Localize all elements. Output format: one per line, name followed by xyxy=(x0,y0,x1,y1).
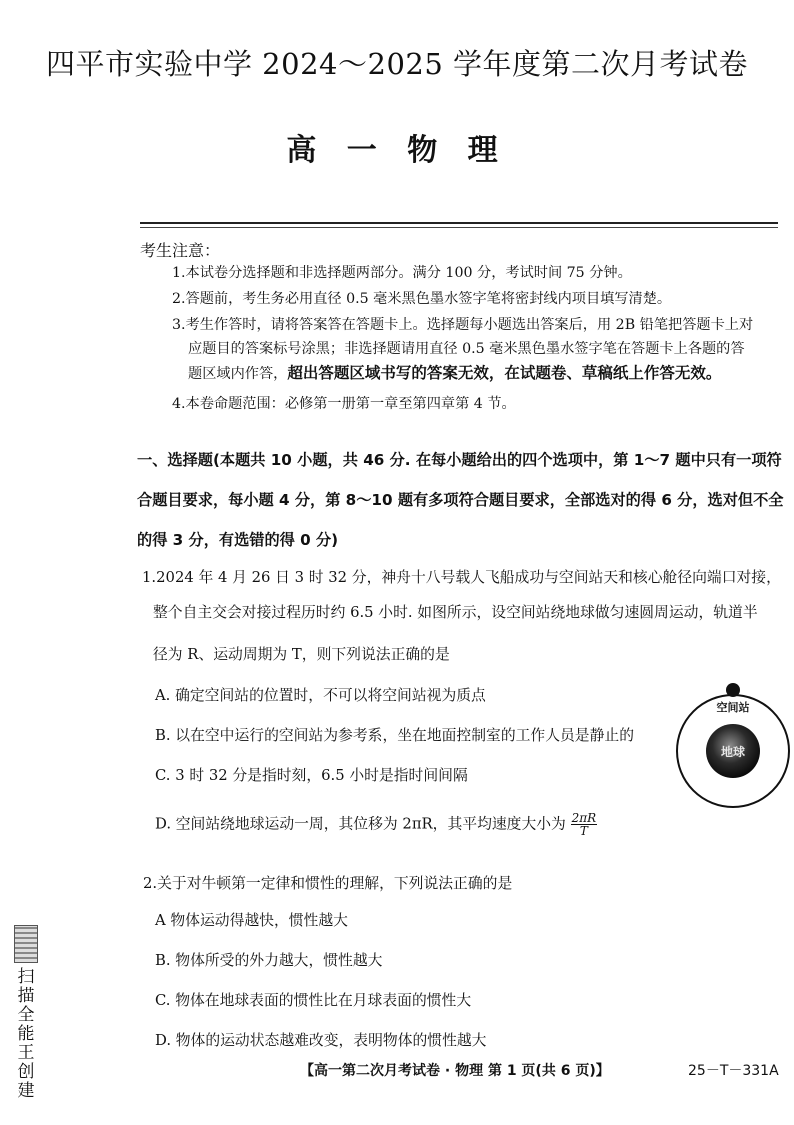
header-rule-thin xyxy=(140,227,778,228)
q1-stem-line-2: 整个自主交会对接过程历时约 6.5 小时. 如图所示，设空间站绕地球做匀速圆周运动，轨道半 xyxy=(153,604,758,621)
q2-option-d: D. 物体的运动状态越难改变，表明物体的惯性越大 xyxy=(155,1032,487,1049)
note-item-3-line-1: 3.考生作答时，请将答案答在答题卡上。选择题每小题选出答案后，用 2B 铅笔把答题卡上对 xyxy=(172,317,754,333)
q1-option-a: A. 确定空间站的位置时，不可以将空间站视为质点 xyxy=(155,687,486,704)
exam-code: 25－T－331A xyxy=(688,1063,779,1079)
q2-option-b: B. 物体所受的外力越大，惯性越大 xyxy=(155,952,383,969)
note-item-4: 4.本卷命题范围：必修第一册第一章至第四章第 4 节。 xyxy=(172,396,516,412)
earth-label: 地球 xyxy=(720,745,746,759)
note-item-3-emphasis: 超出答题区域书写的答案无效，在试题卷、草稿纸上作答无效。 xyxy=(287,364,722,382)
scanner-logo-icon xyxy=(14,925,38,963)
q1-option-b: B. 以在空中运行的空间站为参考系，坐在地面控制室的工作人员是静止的 xyxy=(155,727,634,744)
q2-option-c: C. 物体在地球表面的惯性比在月球表面的惯性大 xyxy=(155,992,472,1009)
note-item-3-line-2: 应题目的答案标号涂黑；非选择题请用直径 0.5 毫米黑色墨水签字笔在答题卡上各题的答 xyxy=(188,341,745,357)
exam-title: 四平市实验中学 2024～2025 学年度第二次月考试卷 xyxy=(45,47,749,81)
q1-stem-line-3: 径为 R、运动周期为 T，则下列说法正确的是 xyxy=(153,646,450,663)
header-rule xyxy=(140,222,778,224)
notes-title: 考生注意： xyxy=(140,241,221,260)
space-station-label: 空间站 xyxy=(716,701,750,714)
note-item-3-text: 题区域内作答， xyxy=(188,366,288,382)
scanner-watermark: 扫描全能王 创建 xyxy=(17,967,35,1101)
note-item-2: 2.答题前，考生务必用直径 0.5 毫米黑色墨水签字笔将密封线内项目填写清楚。 xyxy=(172,291,672,307)
page-footer: 【高一第二次月考试卷 · 物理 第 1 页(共 6 页)】 xyxy=(300,1063,610,1079)
note-item-1: 1.本试卷分选择题和非选择题两部分。满分 100 分，考试时间 75 分钟。 xyxy=(172,265,632,281)
q1-stem-line-1: 1.2024 年 4 月 26 日 3 时 32 分，神舟十八号载人飞船成功与空间站天和核心舱径向端口对接， xyxy=(142,569,781,586)
q2-option-a: A 物体运动得越快，惯性越大 xyxy=(155,912,348,929)
q1-option-d xyxy=(155,812,597,837)
average-speed-fraction xyxy=(571,812,598,837)
q2-stem: 2.关于对牛顿第一定律和惯性的理解，下列说法正确的是 xyxy=(143,875,513,892)
note-item-3-line-3 xyxy=(188,362,721,385)
subject-title: 高 一 物 理 xyxy=(286,133,508,168)
fraction-denominator: T xyxy=(579,824,588,838)
q1-option-d-text: D. 空间站绕地球运动一周，其位移为 2πR，其平均速度大小为 xyxy=(155,815,566,833)
orbit-figure xyxy=(672,678,794,822)
section-1-instructions: 一、选择题(本题共 10 小题，共 46 分. 在每小题给出的四个选项中，第 1～7 题中只有一项符合题目要求，每小题 4 分，第 8～10 题有多项符合题目要求，全部选对的得 6 分，选对但不全的得 3 分，有选错的得 0 分) xyxy=(137,451,784,549)
fraction-numerator: 2πR xyxy=(571,811,597,825)
q1-option-c: C. 3 时 32 分是指时刻，6.5 小时是指时间间隔 xyxy=(155,767,468,784)
space-station-dot xyxy=(726,683,740,697)
